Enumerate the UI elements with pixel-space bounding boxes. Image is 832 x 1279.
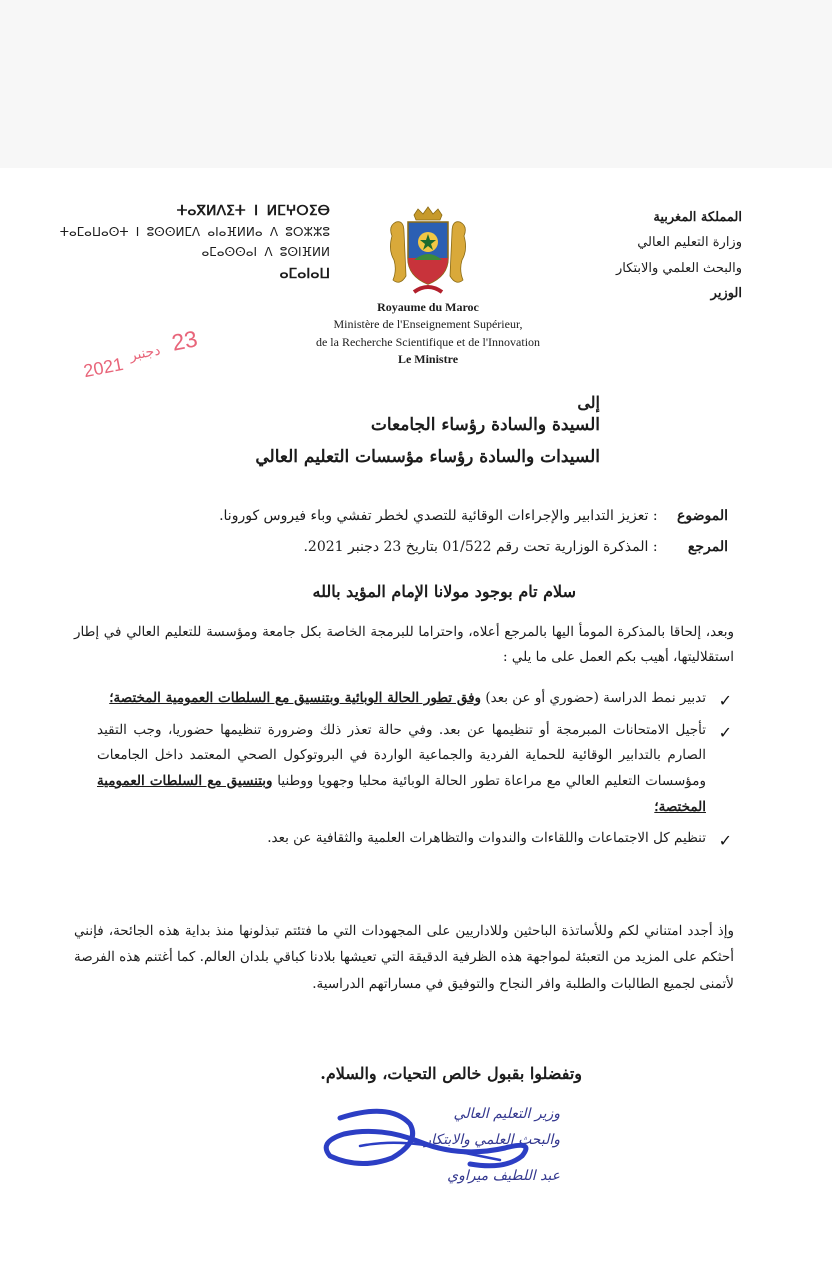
ministry-line-2-tifinagh: ⴰⵎⴰⵙⵙⴰⵏ ⴷ ⵓⵙⵏⴼⵍⵍ xyxy=(201,244,330,259)
subject-text: : تعزيز التدابير والإجراءات الوقائية للتصدي لخطر تفشي وباء فيروس كورونا. xyxy=(219,508,658,524)
letterhead-tifinagh xyxy=(30,200,330,286)
checkmark-icon: ✓ xyxy=(718,722,732,742)
subject-row xyxy=(88,508,728,524)
list-item-emphasis: وبتنسيق مع السلطات العمومية المختصة؛ xyxy=(97,772,706,815)
kingdom-title-tifinagh: ⵜⴰⴳⵍⴷⵉⵜ ⵏ ⵍⵎⵖⵔⵉⴱ xyxy=(176,203,330,219)
letterhead-french xyxy=(270,299,586,369)
minister-title-tifinagh: ⴰⵎⴰⵏⴰⵡ xyxy=(279,265,330,282)
list-item xyxy=(97,826,732,852)
signature-block xyxy=(300,1098,570,1208)
date-stamp-year: 2021 xyxy=(81,353,125,382)
list-item xyxy=(97,686,732,712)
date-stamp-month: دجنبر xyxy=(128,342,162,365)
greeting: سلام تام بوجود مولانا الإمام المؤيد بالله xyxy=(312,582,576,601)
ministry-line-2-ar: والبحث العلمي والابتكار xyxy=(616,260,742,276)
ministry-line-2-fr: de la Recherche Scientifique et de l'Innovation xyxy=(315,334,541,349)
intro-paragraph: وبعد، إلحاقا بالمذكرة المومأ اليها بالمرجع أعلاه، واحتراما للبرمجة الخاصة بكل جامعة ومؤسسة للتعليم العالي في إطار استقلاليتها، أهيب بكم العمل على ما يلي : xyxy=(74,624,734,665)
thanks-paragraph: وإذ أجدد امتناني لكم وللأساتذة الباحثين وللاداريين على المجهودات التي ما فتئتم تبذلونها منذ بداية هذه الجائحة، فإنني أحثكم على المزيد من التعبئة لمواجهة هذه الظرفية الدقيقة التي تعيشها بلادنا كباقي بلدان العالم. كما أغتنم هذه الفرصة لأتمنى لجميع الطالبات والطلبة وافر النجاح والتوفيق في مساراتهم الدراسية. xyxy=(74,923,734,992)
letterhead-arabic xyxy=(572,205,742,306)
top-margin-band xyxy=(0,0,832,168)
checkmark-icon: ✓ xyxy=(718,831,732,851)
ministry-line-1-fr: Ministère de l'Enseignement Supérieur, xyxy=(333,317,523,332)
list-item-emphasis: وفق تطور الحالة الوبائية وبتنسيق مع السلطات العمومية المختصة؛ xyxy=(109,690,482,706)
signature-title-1: وزير التعليم العالي xyxy=(453,1106,560,1122)
subject-label: الموضوع xyxy=(677,508,728,524)
addressee-line-2: السيدات والسادة رؤساء مؤسسات التعليم العالي xyxy=(255,447,600,467)
handwritten-signature-icon xyxy=(300,1098,570,1208)
minister-title-fr: Le Ministre xyxy=(397,352,459,367)
ministry-line-1-tifinagh: ⵜⴰⵎⴰⵡⴰⵙⵜ ⵏ ⵓⵙⵙⵍⵎⴷ ⴰⵏⴰⴼⵍⵍⴰ ⴷ ⵓⵔⵣⵣⵓ xyxy=(59,225,330,240)
list-item xyxy=(97,718,732,821)
checkmark-icon: ✓ xyxy=(718,691,732,710)
kingdom-title-ar: المملكة المغربية xyxy=(653,210,742,225)
addressee-to: إلى xyxy=(577,393,600,412)
reference-row xyxy=(88,539,728,555)
list-item-text: تأجيل الامتحانات المبرمجة أو تنظيمها عن بعد. وفي حالة تعذر ذلك وضرورة تنظيمها حضوريا، وجب التقيد الصارم بالتدابير الوقائية للحماية الفردية والجماعية الواردة في البروتوكول الصحي المعتمد داخل الجامعات ومؤسسات التعليم العالي مع مراعاة تطور الحالة الوبائية محليا وجهويا ووطنيا xyxy=(97,721,706,789)
signature-name: عبد اللطيف ميراوي xyxy=(447,1167,560,1184)
closing-line: وتفضلوا بقبول خالص التحيات، والسلام. xyxy=(320,1064,582,1083)
reference-text: : المذكرة الوزارية تحت رقم 01/522 بتاريخ 23 دجنبر 2021. xyxy=(303,539,658,555)
date-stamp-day: 23 xyxy=(169,325,200,356)
ministry-line-1-ar: وزارة التعليم العالي xyxy=(637,235,742,251)
minister-title-ar: الوزير xyxy=(710,286,742,302)
kingdom-title-fr: Royaume du Maroc xyxy=(377,300,479,314)
signature-title-2: والبحث العلمي والابتكار xyxy=(424,1131,560,1148)
list-item-text: تنظيم كل الاجتماعات واللقاءات والندوات والتظاهرات العلمية والثقافية عن بعد. xyxy=(267,830,706,847)
reference-label: المرجع xyxy=(687,539,728,555)
coat-of-arms-icon xyxy=(384,206,472,296)
addressee-line-1: السيدة والسادة رؤساء الجامعات xyxy=(370,415,600,435)
instructions-list xyxy=(97,686,732,858)
list-item-text: تدبير نمط الدراسة (حضوري أو عن بعد) xyxy=(481,690,706,706)
